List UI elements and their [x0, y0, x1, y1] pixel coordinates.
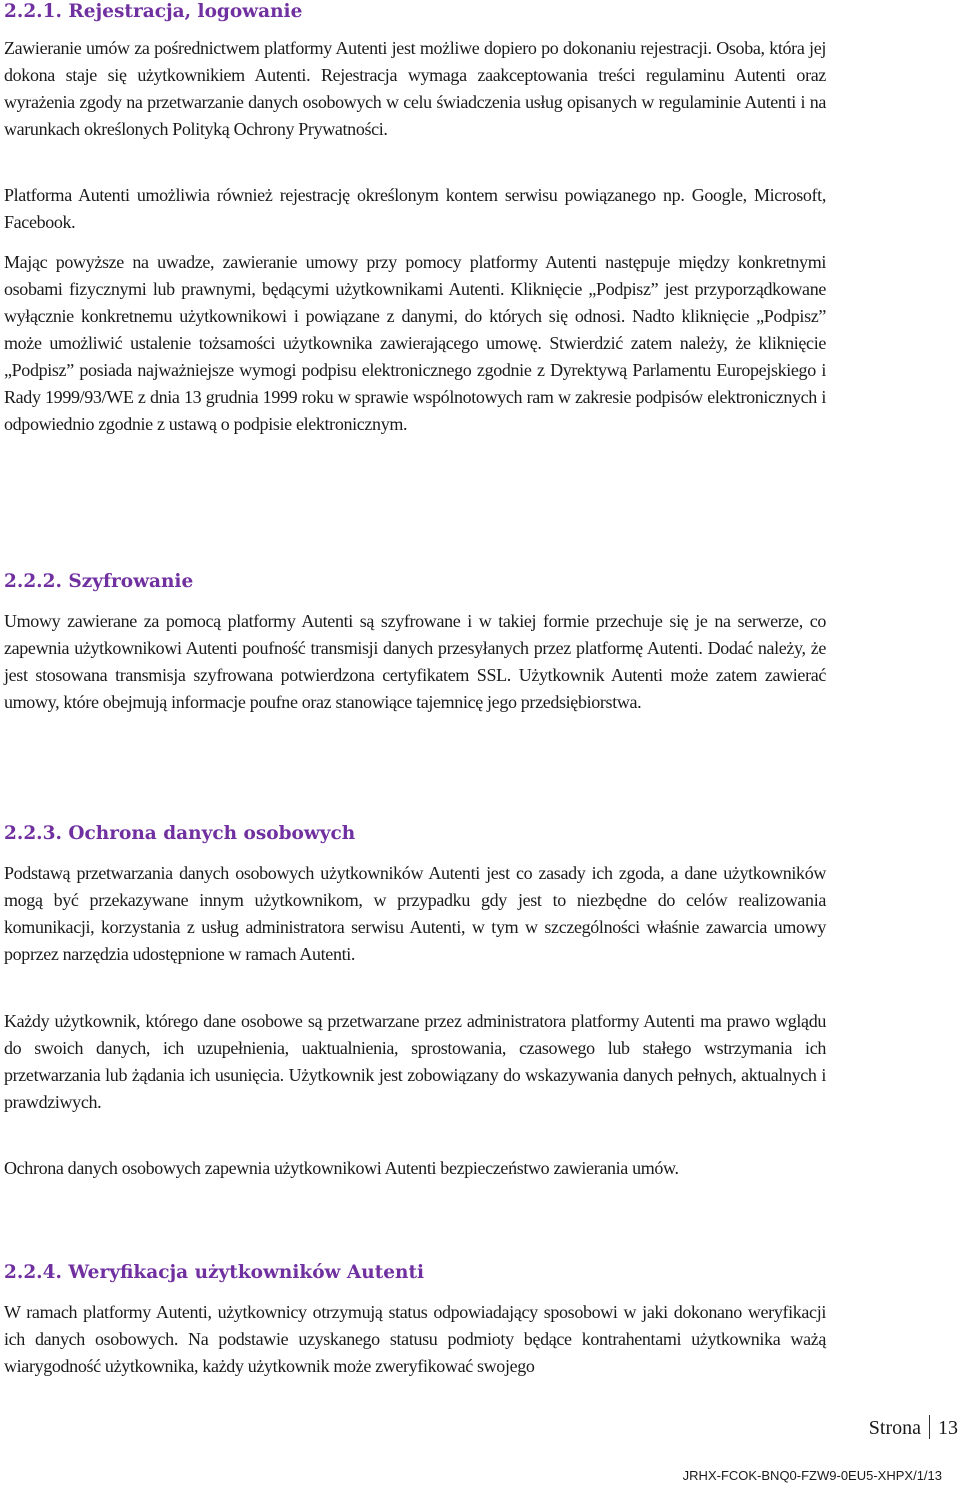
paragraph: Ochrona danych osobowych zapewnia użytkownikowi Autenti bezpieczeństwo zawierania umów.	[4, 1158, 679, 1178]
paragraph: Umowy zawierane za pomocą platformy Autenti są szyfrowane i w takiej formie przechuje się je na serwerze, co zapewnia użytkownikowi Autenti poufność transmisji danych przesyłanych przez platformę Autenti. Dodać należy, że jest stosowana transmisja szyfrowana potwierdzona certyfikatem SSL. Użytkownik Autenti może zatem zawierać umowy, które obejmują informacje poufne oraz stanowiące tajemnicę jego przedsiębiorstwa.	[4, 611, 826, 712]
paragraph: Podstawą przetwarzania danych osobowych użytkowników Autenti jest co zasady ich zgoda, a dane użytkowników mogą być przekazywane innym użytkownikom, w przypadku gdy jest to niezbędne do celów realizowania komunikacji, korzystania z usług administratora serwisu Autenti, w tym w szczególności właśnie zawarcia umowy poprzez narzędzia udostępnione w ramach Autenti.	[4, 863, 826, 964]
paragraph: Zawieranie umów za pośrednictwem platformy Autenti jest możliwe dopiero po dokonaniu rejestracji. Osoba, która jej dokona staje się użytkownikiem Autenti. Rejestracja wymaga zaakceptowania treści regulaminu Autenti oraz wyrażenia zgody na przetwarzanie danych osobowych w celu świadczenia usług opisanych w regulaminie Autenti i na warunkach określonych Polityką Ochrony Prywatności.	[4, 38, 826, 139]
section-heading-szyfrowanie	[4, 569, 193, 595]
footer-divider	[929, 1415, 930, 1439]
paragraph: Każdy użytkownik, którego dane osobowe są przetwarzane przez administratora platformy Autenti ma prawo wglądu do swoich danych, ich uzupełnienia, uaktualnienia, sprostowania, czasowego lub stałego wstrzymania ich przetwarzania lub żądania ich usunięcia. Użytkownik jest zobowiązany do wskazywania danych pełnych, aktualnych i prawdziwych.	[4, 1011, 826, 1112]
section-title: Rejestracja, logowanie	[68, 1, 303, 22]
section-heading-rejestracja	[4, 0, 302, 25]
section-number: 2.2.4.	[4, 1262, 62, 1283]
page-label: Strona	[868, 1417, 921, 1439]
paragraph: Mając powyższe na uwadze, zawieranie umowy przy pomocy platformy Autenti następuje między konkretnymi osobami fizycznymi lub prawnymi, będącymi użytkownikami Autenti. Kliknięcie „Podpisz” jest przyporządkowane wyłącznie konkretnemu użytkownikowi i powiązane z danymi, do których się odnosi. Nadto kliknięcie „Podpisz” może umożliwić ustalenie tożsamości użytkownika zawierającego umowę. Stwierdzić zatem należy, że kliknięcie „Podpisz” posiada najważniejsze wymogi podpisu elektronicznego zgodnie z Dyrektywą Parlamentu Europejskiego i Rady 1999/93/WE z dnia 13 grudnia 1999 roku w sprawie wspólnotowych ram w zakresie podpisów elektronicznych i odpowiednio zgodnie z ustawą o podpisie elektronicznym.	[4, 252, 826, 434]
section-title: Weryfikacja użytkowników Autenti	[68, 1262, 425, 1283]
section-title: Szyfrowanie	[68, 571, 194, 592]
section-number: 2.2.1.	[4, 1, 62, 22]
paragraph: Platforma Autenti umożliwia również rejestrację określonym kontem serwisu powiązanego np. Google, Microsoft, Facebook.	[4, 185, 826, 232]
section-heading-weryfikacja	[4, 1260, 424, 1286]
section-number: 2.2.2.	[4, 571, 62, 592]
section-heading-ochrona-danych	[4, 821, 355, 847]
section-number: 2.2.3.	[4, 823, 62, 844]
page-number-footer	[869, 1415, 958, 1441]
section-title: Ochrona danych osobowych	[68, 823, 356, 844]
document-code: JRHX-FCOK-BNQ0-FZW9-0EU5-XHPX/1/13	[682, 1468, 942, 1483]
paragraph: W ramach platformy Autenti, użytkownicy otrzymują status odpowiadający sposobowi w jaki dokonano weryfikacji ich danych osobowych. Na podstawie uzyskanego statusu podmioty będące kontrahentami użytkownika ważą wiarygodność użytkownika, każdy użytkownik może zweryfikować swojego	[4, 1302, 826, 1376]
page-number: 13	[938, 1417, 958, 1439]
